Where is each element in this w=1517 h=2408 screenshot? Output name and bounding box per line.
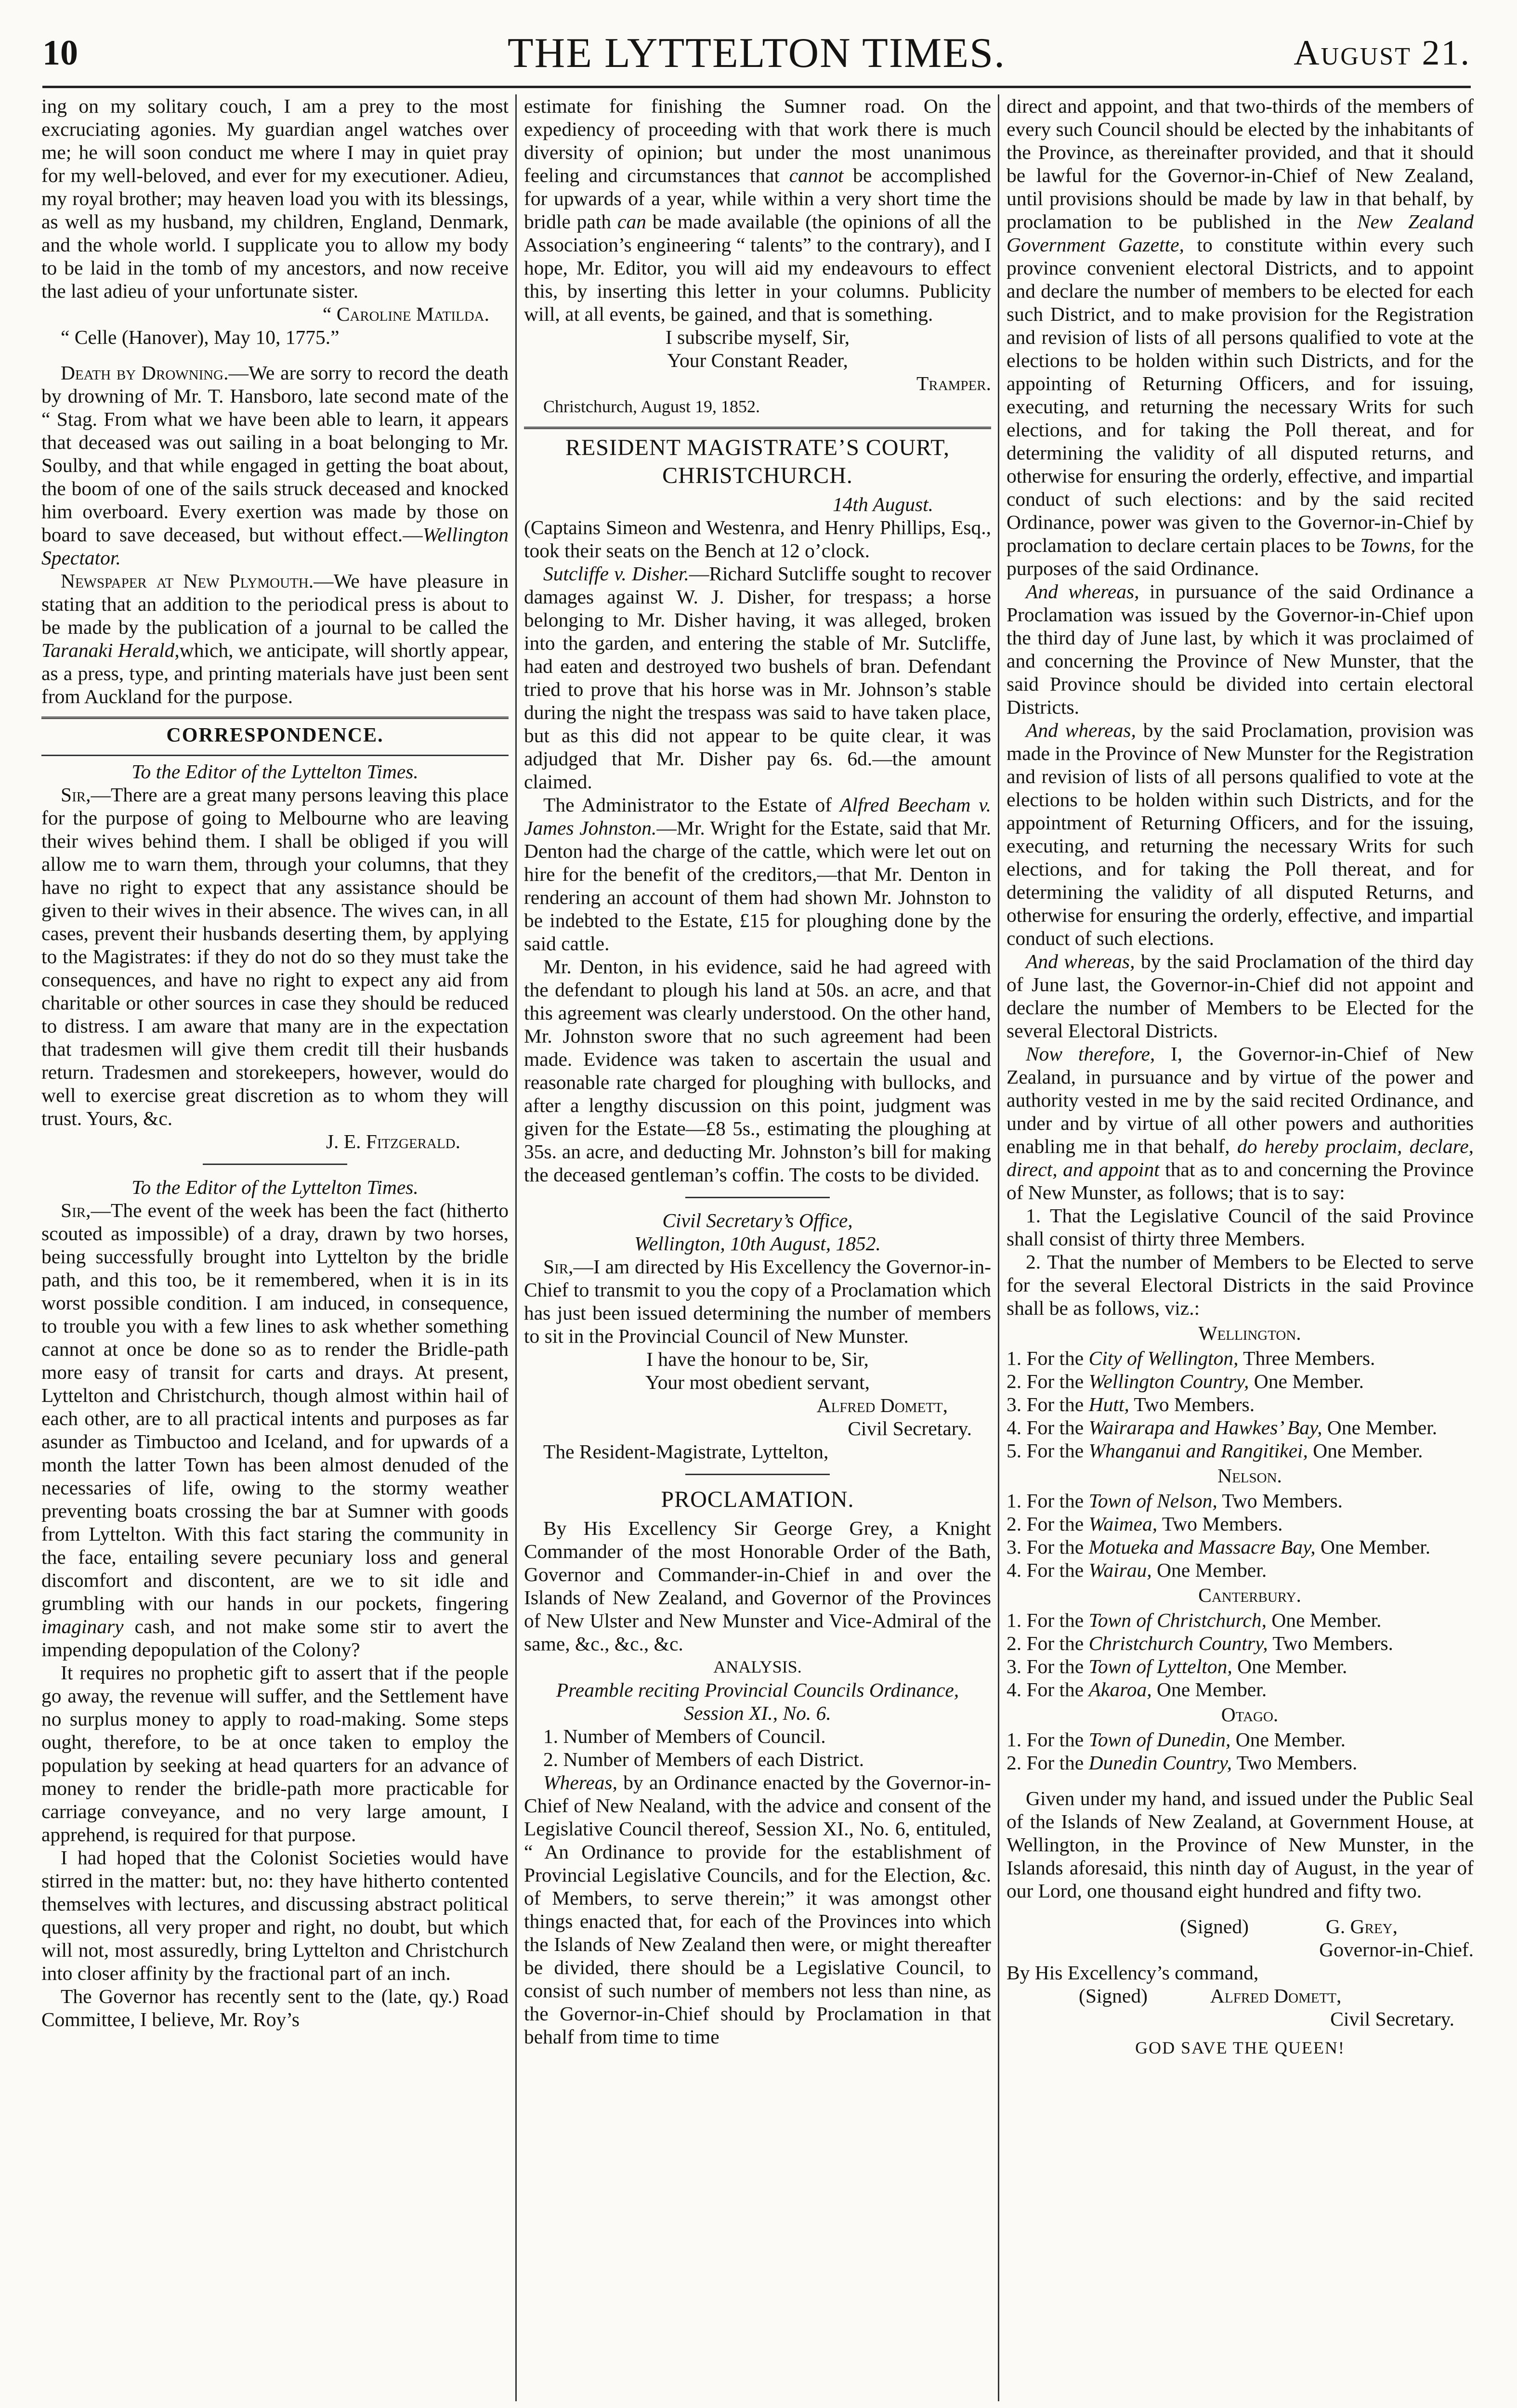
lead: Whereas, <box>543 1771 618 1793</box>
letter-body <box>524 1255 991 1348</box>
letter-salutation: To the Editor of the Lyttelton Times. <box>131 760 418 783</box>
section-heading: CORRESPONDENCE. <box>166 724 384 746</box>
members: One Member. <box>1237 1655 1347 1677</box>
district-item <box>1007 1393 1474 1416</box>
section-rule <box>41 717 509 719</box>
district-item <box>1007 1535 1474 1558</box>
body: by an Ordinance enacted by the Governor-in-Chief of New Nealand, with the advice and consent of the Legislative Council thereof, Session XI., No. 6, entituled, “ An Ordinance to provide for the establishment of Provincial Legislative Councils, and for the Election, &c. of Members, to serve therein;” it was amongst other things enacted that, for each of the Provinces into which the Islands of New Zealand then were, or might thereafter be divided, there should be a Legislative Council, to consist of such number of members not less than nine, as the Governor-in-Chief should by Proclamation in that behalf from time to time <box>524 1771 991 2048</box>
signature: J. E. Fitzgerald. <box>326 1130 460 1152</box>
letter-close: Your most obedient servant, <box>645 1371 870 1393</box>
district-item <box>1007 1439 1474 1462</box>
body: direct and appoint, and that two-thirds of the members of every such Council should be elected by the inhabitants of the Province, as thereinafter provided, and that it should be lawful for the Governor-in-Chief of New Zealand, until provisions should be made by law in that behalf, by proclamation to be published in the <box>1007 95 1474 233</box>
province-name: Wellington. <box>1198 1322 1301 1344</box>
paragraph <box>1007 580 1474 719</box>
item-title: Death by Drowning. <box>61 362 229 384</box>
divider <box>685 1474 830 1475</box>
body: be accomplished for upwards of a year, while within a very short time the bridle path <box>524 164 991 233</box>
paragraph: Mr. Denton, in his evidence, said he had agreed with the defendant to plough his land at 50s. an acre, and that this agreement was clearly understood. On the other hand, Mr. Johnston swore that no such agreement had been made. Evidence was taken to ascertain the usual and reasonable rate charged for ploughing with bullocks, and after a lengthy discussion on this point, judgment was given for the Estate—£8 5s., estimating the ploughing at 35s. an acre, and deducting Mr. Johnston’s bill for making the deceased gentleman’s coffin. The costs to be divided. <box>524 955 991 1186</box>
body: in pursuance of the said Ordinance a Proclamation was issued by the Governor-in-Chief upon the third day of June last, by which it was proclaimed of and concerning the Province of New Munster, that the said Province should be divided into certain electoral Districts. <box>1007 580 1474 718</box>
body: cash, and not make some stir to avert the impending depopulation of the Colony? <box>41 1615 509 1661</box>
number: 3. For the <box>1007 1393 1084 1415</box>
district: Wellington Country, <box>1088 1370 1249 1392</box>
members: One Member. <box>1254 1370 1364 1392</box>
number: 3. For the <box>1007 1655 1084 1677</box>
district: Waimea, <box>1088 1513 1158 1535</box>
district-item <box>1007 1728 1474 1751</box>
signed-line <box>1007 1984 1474 2007</box>
paragraph <box>1007 950 1474 1042</box>
clause: 1. That the Legislative Council of the said Province shall consist of thirty three Members. <box>1007 1204 1474 1250</box>
signed-title: Governor-in-Chief. <box>1319 1938 1474 1961</box>
province-name: Nelson. <box>1217 1465 1282 1487</box>
paragraph <box>1007 1042 1474 1204</box>
district: Town of Christchurch, <box>1088 1609 1267 1631</box>
number: 1. For the <box>1007 1609 1084 1631</box>
page-number: 10 <box>42 33 78 73</box>
column-2 <box>524 94 991 2406</box>
court-bench: (Captains Simeon and Westenra, and Henry Phillips, Esq., took their seats on the Bench at 12 o’clock. <box>524 516 991 562</box>
number: 1. For the <box>1007 1347 1084 1369</box>
province-wellington <box>1007 1322 1474 1462</box>
district: Town of Dunedin, <box>1088 1728 1231 1751</box>
letter-close: Your Constant Reader, <box>667 349 848 371</box>
paragraph <box>1007 94 1474 580</box>
members: One Member. <box>1157 1559 1267 1581</box>
court-case <box>524 562 991 793</box>
letter-body <box>41 1199 509 1661</box>
province-name: Canterbury. <box>1198 1584 1301 1606</box>
district-item <box>1007 1558 1474 1582</box>
signed-label: (Signed) <box>1079 1985 1148 2007</box>
district-item <box>1007 1347 1474 1370</box>
body: —I am directed by His Excellency the Governor-in-Chief to transmit to you the copy of a Proclamation which has just been issued determining the number of members to sit in the Provincial Council of New Munster. <box>524 1256 991 1347</box>
lead: Now therefore, <box>1026 1043 1155 1065</box>
number: 3. For the <box>1007 1536 1084 1558</box>
column-rule-1 <box>515 94 517 2401</box>
district: Town of Lyttelton, <box>1088 1655 1232 1677</box>
letter-close: I subscribe myself, Sir, <box>665 326 850 348</box>
signed-name: Alfred Domett, <box>1210 1985 1342 2007</box>
paragraph <box>1007 719 1474 950</box>
item-source: Wellington Spectator. <box>41 523 509 569</box>
lead: And whereas, <box>1026 580 1139 602</box>
divider <box>203 1164 347 1165</box>
body: —There are a great many persons leaving this place for the purpose of going to Melbourne who are leaving their wives behind them. I shall be obliged if you will allow me to warn them, through your columns, that they have no right to expect that any assistance should be given to their wives in their absence. The wives can, in all cases, prevent their husbands deserting them, by applying to the Magistrates: if they do not do so they must take the consequences, and have no right to expect any aid from charitable or other sources in case they should be reduced to distress. I am aware that many are in the expectation that tradesmen will give them credit till their husbands return. Tradesmen and storekeepers, however, would do well to exercise great discretion as to whom they will trust. <box>41 784 509 1129</box>
province-canterbury <box>1007 1584 1474 1701</box>
emphasis: do hereby proclaim, declare, direct, and appoint <box>1007 1135 1474 1180</box>
command-line: By His Excellency’s command, <box>1007 1962 1259 1984</box>
emphasis: New Zealand Government Gazette, <box>1007 210 1474 256</box>
newspaper-title: THE LYTTELTON TIMES. <box>507 30 1006 77</box>
body: I, the Governor-in-Chief of New Zealand, in pursuance and by virtue of the power and authority vested in me by the said recited Ordinance, and under and by virtue of all other powers and authorities enabling me in that behalf, <box>1007 1043 1474 1157</box>
clause: 2. That the number of Members to be Elected to serve for the several Electoral Districts in the said Province shall be as follows, viz.: <box>1007 1251 1474 1319</box>
body: —The event of the week has been the fact (hitherto scouted as impossible) of a dray, drawn by two horses, being successfully brought into Lyttelton by the bridle path, and this too, be it remembered, when it is in its worst possible condition. I am induced, in consequence, to trouble you with a few lines to ask whether something cannot at once be done so as to render the Bridle-path more easy of transit for carts and drays. At present, Lyttelton and Christchurch, though almost within hail of each other, are to all practical intents and purposes as far asunder as Timbuctoo and Iceland, and for upwards of a month the latter Town has been almost denuded of the necessaries of life, owing to the stormy weather preventing boats crossing the bar at Sumner with goods from Lyttelton. With this fact staring the community in the face, entailing severe pecuniary loss and general discomfort and discontent, are we to sit idle and grumbling with our hands in our pockets, fingering <box>41 1199 509 1614</box>
number: 4. For the <box>1007 1678 1084 1701</box>
district: Wairau, <box>1088 1559 1152 1581</box>
number: 1. For the <box>1007 1728 1084 1751</box>
number: 2. For the <box>1007 1370 1084 1392</box>
members: Two Members. <box>1272 1632 1393 1654</box>
masthead <box>42 18 1471 88</box>
analysis-label: ANALYSIS. <box>713 1657 802 1676</box>
district: Wairarapa and Hawkes’ Bay, <box>1088 1416 1322 1439</box>
item-title: Newspaper at New Plymouth. <box>61 570 314 592</box>
sir: Sir, <box>543 1256 574 1278</box>
letter-body <box>41 783 509 1130</box>
members: One Member. <box>1157 1678 1267 1701</box>
article-text: ing on my solitary couch, I am a prey to the most excruciating agonies. My guardian angel watches over me; he will soon conduct me where I may in quiet pray for my well-beloved, and ever for my executioner. Adieu, my royal brother; may heaven load you with its blessings, as well as my husband, my children, England, Denmark, and the whole world. I supplicate you to allow my body to be laid in the tomb of my ancestors, and now receive the last adieu of your unfortunate sister. <box>41 95 509 302</box>
signed-title: Civil Secretary. <box>1330 2008 1454 2030</box>
court-case <box>524 793 991 955</box>
closing-line: GOD SAVE THE QUEEN! <box>1135 2038 1345 2057</box>
members: Three Members. <box>1243 1347 1375 1369</box>
sir: Sir, <box>61 784 91 806</box>
members: One Member. <box>1271 1609 1382 1631</box>
lead: And whereas, <box>1026 950 1135 972</box>
signed-label: (Signed) <box>1180 1915 1249 1937</box>
sir: Sir, <box>61 1199 91 1221</box>
paragraph: It requires no prophetic gift to assert that if the people go away, the revenue will suffer, and the Settlement have no surplus money to apply to road-making. Some steps ought, therefore, to be at once taken to employ the population by seeking at head quarters for an advance of money to render the bridle-path more practicable for carriage conveyance, and no very large amount, I apprehend, is required for that purpose. <box>41 1662 509 1845</box>
body: The Administrator to the Estate of <box>543 794 832 816</box>
addressee: The Resident-Magistrate, Lyttelton, <box>543 1440 829 1463</box>
body: —Richard Sutcliffe sought to recover damages against W. J. Disher, for trespass; a horse belonging to Mr. Disher having, it was alleged, broken into the garden, and entering the stable of Mr. Sutcliffe, had eaten and destroyed two bushels of bran. Defendant tried to prove that his horse was in Mr. Johnson’s stable during the night the trespass was said to have taken place, but as this did not appear to be quite clear, it was adjudged that Mr. Disher pay 6s. 6d.—the amount claimed. <box>524 563 991 793</box>
district: Whanganui and Rangitikei, <box>1088 1440 1308 1462</box>
number: 2. For the <box>1007 1513 1084 1535</box>
given-clause: Given under my hand, and issued under the Public Seal of the Islands of New Zealand, at Government House, at Wellington, in the Province of New Munster, in the Islands aforesaid, this ninth day of August, in the year of our Lord, one thousand eight hundred and fifty two. <box>1007 1787 1474 1902</box>
province-nelson <box>1007 1464 1474 1582</box>
number: 4. For the <box>1007 1559 1084 1581</box>
analysis-item: 1. Number of Members of Council. <box>543 1725 826 1747</box>
emphasis: can <box>617 210 646 233</box>
section-heading: PROCLAMATION. <box>661 1487 854 1512</box>
district-item <box>1007 1489 1474 1512</box>
members: Two Members. <box>1162 1513 1283 1535</box>
case-title: Alfred Beecham v. James Johnston. <box>524 794 991 839</box>
dateline: “ Celle (Hanover), May 10, 1775.” <box>61 326 340 348</box>
column-3 <box>1007 94 1474 2406</box>
number: 2. For the <box>1007 1752 1084 1774</box>
section-rule <box>41 755 509 756</box>
office-heading: Civil Secretary’s Office, <box>662 1209 853 1231</box>
number: 1. For the <box>1007 1490 1084 1512</box>
members: Two Members. <box>1134 1393 1255 1415</box>
item-body: ,which, we anticipate, will shortly appear, as a press, type, and printing materials have just been sent from Auckland for the purpose. <box>41 639 509 707</box>
column-rule-2 <box>998 94 999 2401</box>
signature: Tramper. <box>916 372 991 394</box>
paragraph: The Governor has recently sent to the (late, qy.) Road Committee, I believe, Mr. Roy’s <box>41 1985 509 2030</box>
members: Two Members. <box>1236 1752 1358 1774</box>
item-body: —We have pleasure in stating that an addition to the periodical press is about to be made by the publication of a journal to be called the <box>41 570 509 638</box>
district: City of Wellington, <box>1088 1347 1239 1369</box>
column-1 <box>41 94 509 2406</box>
close: Yours, &c. <box>86 1107 173 1129</box>
district: Akaroa, <box>1088 1678 1152 1701</box>
members: One Member. <box>1235 1728 1346 1751</box>
district: Christchurch Country, <box>1088 1632 1268 1654</box>
members: One Member. <box>1313 1440 1423 1462</box>
court-date: 14th August. <box>832 493 933 515</box>
emphasis: Towns, <box>1360 534 1416 556</box>
body: that as to and concerning the Province of New Munster, as follows; that is to say: <box>1007 1158 1474 1204</box>
section-rule <box>524 427 991 429</box>
signed-line <box>1007 1915 1474 1938</box>
province-otago <box>1007 1703 1474 1774</box>
province-name: Otago. <box>1221 1703 1279 1726</box>
analysis-item: 2. Number of Members of each District. <box>543 1748 864 1770</box>
members: Two Members. <box>1222 1490 1343 1512</box>
proclamation-preamble: By His Excellency Sir George Grey, a Knight Commander of the most Honorable Order of the Bath, Governor and Commander-in-Chief in and over the Islands of New Zealand, and Governor of the Provinces of New Ulster and New Munster and Vice-Admiral of the same, &c., &c., &c. <box>524 1517 991 1655</box>
district-item <box>1007 1512 1474 1535</box>
district-item <box>1007 1751 1474 1774</box>
letter-close: I have the honour to be, Sir, <box>646 1348 869 1370</box>
district: Town of Nelson, <box>1088 1490 1217 1512</box>
item-body: —We are sorry to record the death by drowning of Mr. T. Hansboro, late second mate of the “ Stag. From what we have been able to learn, it appears that deceased was out sailing in a boat belonging to Mr. Soulby, and that while engaged in getting the boat about, the boom of one of the sails struck deceased and knocked him overboard. Every exertion was made by those on board to save deceased, but without effect.— <box>41 362 509 546</box>
district-item <box>1007 1655 1474 1678</box>
district-item <box>1007 1370 1474 1393</box>
analysis-title: Preamble reciting Provincial Councils Ordinance, Session XI., No. 6. <box>556 1679 959 1724</box>
signature: “ Caroline Matilda. <box>322 303 489 325</box>
emphasis: imaginary <box>41 1615 124 1637</box>
number: 4. For the <box>1007 1416 1084 1439</box>
paragraph: I had hoped that the Colonist Societies would have stirred in the matter: but, no: they have hitherto contented themselves with lectures, and discussing abstract political questions, all very proper and right, no doubt, but which will not, most assuredly, bring Lyttelton and Christchurch into closer affinity by the fractional part of an inch. <box>41 1846 509 1984</box>
district: Hutt, <box>1088 1393 1129 1415</box>
emphasis: cannot <box>789 164 844 186</box>
office-dateline: Wellington, 10th August, 1852. <box>634 1232 881 1255</box>
signed-name: G. Grey, <box>1325 1915 1398 1937</box>
dateline: Christchurch, August 19, 1852. <box>543 397 760 416</box>
number: 2. For the <box>1007 1632 1084 1654</box>
body: estimate for finishing the Sumner road. On the expediency of proceeding with that work there is much diversity of opinion; but under the most unanimous feeling and circumstances that <box>524 95 991 186</box>
district-item <box>1007 1632 1474 1655</box>
letter-continuation <box>524 94 991 326</box>
district-item <box>1007 1416 1474 1439</box>
members: One Member. <box>1327 1416 1438 1439</box>
paper-name: Taranaki Herald <box>41 639 175 661</box>
district-item <box>1007 1678 1474 1701</box>
section-heading: RESIDENT MAGISTRATE’S COURT, CHRISTCHURCH. <box>565 435 950 488</box>
district-item <box>1007 1609 1474 1632</box>
divider <box>685 1197 830 1198</box>
signature: Alfred Domett, <box>816 1394 948 1416</box>
body: —Mr. Wright for the Estate, said that Mr. Denton had the charge of the cattle, which were let out on hire for the benefit of the creditors,—that Mr. Denton in rendering an account of them had shown Mr. Johnston to be indebted to the Estate, £15 for ploughing done by the said cattle. <box>524 817 991 955</box>
issue-date: August 21. <box>1294 33 1471 73</box>
body: by the said Proclamation of the third day of June last, the Governor-in-Chief did not appoint and declare the number of Members to be Elected for the several Electoral Districts. <box>1007 950 1474 1042</box>
case-title: Sutcliffe v. Disher. <box>543 563 689 585</box>
body: for the purposes of the said Ordinance. <box>1007 534 1474 579</box>
news-item-newspaper <box>41 569 509 708</box>
body: to constitute within every such province convenient electoral Districts, and to appoint and declare the number of members to be elected for each such District, and to make provision for the Registration and revision of lists of all persons qualified to vote at the elections to be holden within such Districts, and for the appointing of Returning Officers, and for issuing, executing, and returning the necessary Writs for such elections, and for taking the Poll thereat, and for determining the validity of all disputed returns, and otherwise for ensuring the orderly, effective, and impartial conduct of such elections: and by the said recited Ordinance, power was given to the Governor-in-Chief by proclamation to declare certain places to be <box>1007 234 1474 556</box>
body: by the said Proclamation, provision was made in the Province of New Munster for the Registration and revision of lists of all persons qualified to vote at the elections to be holden within such Districts, and for the appointment of Returning Officers, and for the issuing, executing, and returning the necessary Writs for such elections, and for taking the Poll thereat, and for determining the validity of all disputed Returns, and otherwise for ensuring the orderly, effective, and impartial conduct of such elections. <box>1007 719 1474 949</box>
number: 5. For the <box>1007 1440 1084 1462</box>
lead: And whereas, <box>1026 719 1136 741</box>
signature-title: Civil Secretary. <box>848 1417 972 1440</box>
letter-salutation: To the Editor of the Lyttelton Times. <box>131 1176 418 1198</box>
body: be made available (the opinions of all the Association’s engineering “ talents” to the contrary), and I hope, Mr. Editor, you will aid my endeavours to effect this, by inserting this letter in your columns. Publicity will, at all events, be gained, and that is something. <box>524 210 991 325</box>
paragraph <box>524 1771 991 2048</box>
news-item-drowning <box>41 361 509 569</box>
district: Motueka and Massacre Bay, <box>1088 1536 1316 1558</box>
members: One Member. <box>1320 1536 1431 1558</box>
district: Dunedin Country, <box>1088 1752 1232 1774</box>
